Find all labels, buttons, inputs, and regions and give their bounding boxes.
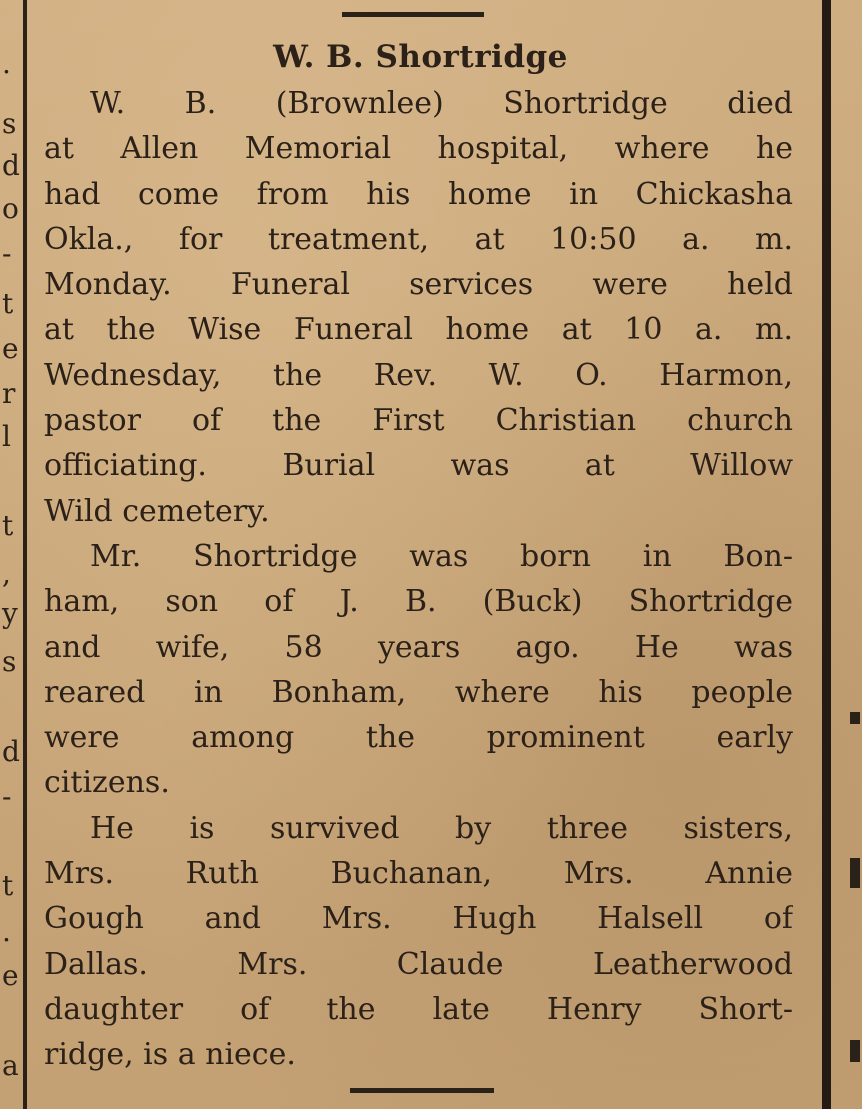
fragment-char: t	[2, 287, 14, 320]
text-line: were among the prominent early	[44, 720, 793, 756]
fragment-char: l	[2, 420, 11, 453]
text-line: W. B. (Brownlee) Shortridge died	[90, 86, 793, 121]
adjacent-column-fragments	[0, 0, 22, 1109]
fragment-char: a	[2, 1049, 19, 1082]
fragment-char: e	[2, 332, 19, 365]
fragment-char: .	[2, 915, 11, 948]
text-line: and wife, 58 years ago. He was	[44, 629, 793, 665]
column-rule-right	[822, 0, 831, 1109]
right-column-mark	[850, 712, 860, 724]
text-line: Wild cemetery.	[44, 493, 270, 529]
fragment-char: r	[2, 377, 16, 410]
paragraph-3	[44, 806, 793, 1078]
text-line: Monday. Funeral services were held	[44, 267, 793, 303]
text-line: Mrs. Ruth Buchanan, Mrs. Annie	[44, 856, 793, 892]
fragment-char: y	[2, 597, 18, 630]
column-rule-left	[23, 0, 27, 1109]
fragment-char: d	[2, 735, 20, 768]
right-column-mark	[850, 858, 860, 888]
text-line: He is survived by three sisters,	[90, 810, 793, 846]
text-line: officiating. Burial was at Willow	[44, 448, 793, 484]
text-line: at the Wise Funeral home at 10 a. m.	[44, 312, 793, 348]
paragraph-2	[44, 534, 793, 806]
fragment-char: .	[2, 47, 11, 80]
separator-rule-bottom	[350, 1088, 494, 1093]
fragment-char: s	[2, 645, 17, 678]
fragment-char: t	[2, 509, 14, 542]
text-line: Okla., for treatment, at 10:50 a. m.	[44, 221, 793, 257]
fragment-char: s	[2, 107, 17, 140]
text-line: ridge, is a niece.	[44, 1037, 296, 1073]
fragment-char: d	[2, 149, 20, 182]
right-column-mark	[850, 1040, 860, 1062]
fragment-char: -	[2, 780, 12, 813]
fragment-char: o	[2, 192, 19, 225]
fragment-char: t	[2, 869, 14, 902]
text-line: reared in Bonham, where his people	[44, 674, 793, 710]
text-line: pastor of the First Christian church	[44, 403, 793, 439]
fragment-char: ,	[2, 557, 11, 590]
text-line: Gough and Mrs. Hugh Halsell of	[44, 901, 793, 937]
separator-rule-top	[342, 12, 484, 17]
article-headline: W. B. Shortridge	[273, 39, 568, 75]
text-line: citizens.	[44, 765, 170, 801]
text-line: at Allen Memorial hospital, where he	[44, 131, 793, 167]
text-line: Mr. Shortridge was born in Bon-	[90, 538, 793, 574]
adjacent-column-marks-right	[848, 0, 862, 1109]
fragment-char: e	[2, 959, 19, 992]
text-line: daughter of the late Henry Short-	[44, 991, 793, 1027]
paragraph-1	[44, 81, 793, 534]
text-line: had come from his home in Chickasha	[44, 176, 793, 212]
text-line: ham, son of J. B. (Buck) Shortridge	[44, 584, 793, 620]
text-line: Dallas. Mrs. Claude Leatherwood	[44, 946, 793, 982]
fragment-char: -	[2, 237, 12, 270]
obituary-article	[44, 33, 793, 1078]
text-line: Wednesday, the Rev. W. O. Harmon,	[44, 357, 793, 393]
